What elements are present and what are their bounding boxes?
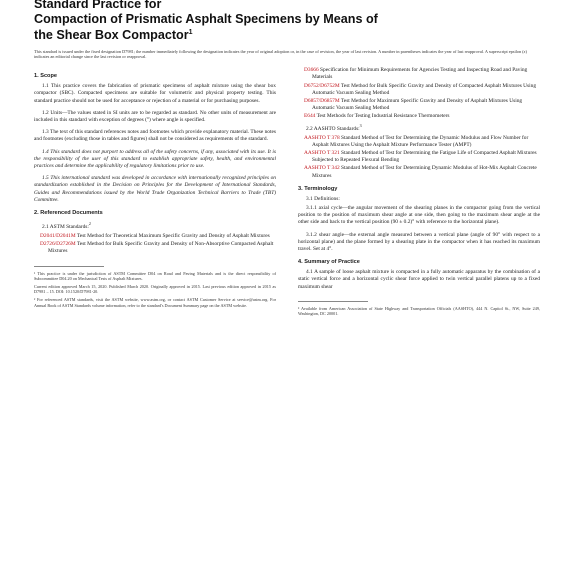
left-column [34,67,276,319]
reference-code[interactable]: D6857/D6857M [304,97,340,104]
reference-link[interactable]: D2041/D2041M Test Method for Theoretical Maximum Specific Gravity and Density of Asphalt Mixtures [40,232,270,239]
reference-code[interactable]: D2726/D2726M [40,241,76,248]
paragraph-3-1-2: 3.1.2 shear angle—the external angle measured between a vertical plane (angle of 90° with respect to a horizontal plane) and the plane formed by a shearing plate in the compactor when it has reached its maximum travel. Set at 4°. [298,231,540,252]
paragraph-1-4: 1.4 This standard does not purport to address all of the safety concerns, if any, associated with its use. It is the responsibility of the user of this standard to establish appropriate safety, health, and environmental practices and determine the applicability of regulatory limitations prior to use. [34,148,276,169]
section-heading-summary: 4. Summary of Practice [298,259,360,266]
aashto-reference-link[interactable]: AASHTO T 378 Standard Method of Test for Determining the Dynamic Modulus and Flow Number for Asphalt Mixtures Using the Asphalt Mixture Performance Tester (AMPT) [304,134,529,148]
reference-link[interactable]: E644 Test Methods for Testing Industrial Resistance Thermometers [304,113,450,120]
title-line-3: the Shear Box Compactor$^1$ [34,28,193,43]
title-line-1: Standard Practice for [34,0,162,11]
reference-link[interactable]: D6752/D6752M Test Method for Bulk Specific Gravity and Density of Compacted Asphalt Mixtures Using Automatic Vacuum Sealing Method [304,82,537,96]
footnote-divider [298,301,368,302]
paragraph-2-2: 2.2 AASHTO Standards:$^3$ [306,122,362,132]
paragraph-1-2: 1.2 Units—The values stated in SI units are to be regarded as standard. No other units of measurement are included in this standard with exception of degrees (°) where angle is specified. [34,109,276,123]
footnote-1-edition: Current edition approved March 15, 2020. Published March 2020. Originally approved in 2015. Last previous edition approved in 2015 as D7981 – 15. DOI: 10.1520/D7981-20. [34,283,276,295]
reference-code[interactable]: AASHTO T 321 [304,149,340,156]
footnote-3: ³ Available from American Association of State Highway and Transportation Officials (AASHTO), 444 N. Capitol St., NW, Suite 249, Washington, DC 20001. [298,305,540,316]
reference-link[interactable]: D3666 Specification for Minimum Requirements for Agencies Testing and Inspecting Road and Paving Materials [304,67,528,81]
two-column-body [34,67,540,319]
issued-note: This standard is issued under the fixed designation D7981; the number immediately following the designation indicates the year of original adoption or, in the case of revision, the year of last revision. A number in parentheses indicates the year of last reapproval. A superscript epsilon (ε) indicates an editorial change since the last revision or reapproval. [34,48,527,59]
aashto-reference-link[interactable]: AASHTO T 321 Standard Method of Test for Determining the Fatigue Life of Compacted Asphalt Mixtures Subjected to Repeated Flexural Bending [304,149,537,164]
reference-code[interactable]: D2041/D2041M [40,232,76,239]
footnote-1: ¹ This practice is under the jurisdiction of ASTM Committee D04 on Road and Paving Materials and is the direct responsibility of Subcommittee D04.20 on Mechanical Tests of Asphalt Mixtures. [34,270,276,281]
section-heading-terminology: 3. Terminology [298,185,338,192]
aashto-reference-link[interactable]: AASHTO T 342 Standard Method of Test for Determining Dynamic Modulus of Hot-Mix Asphalt Concrete Mixtures [304,165,537,179]
reference-code[interactable]: E644 [304,113,316,120]
right-column [298,67,540,319]
section-heading-referenced-documents: 2. Referenced Documents [34,209,103,216]
title-line-2: Compaction of Prismatic Asphalt Specimens by Means of [34,11,378,26]
reference-code[interactable]: D6752/D6752M [304,82,340,89]
document-title [34,0,540,43]
reference-code[interactable]: AASHTO T 378 [304,134,340,141]
reference-code[interactable]: D3666 [304,67,319,74]
reference-link[interactable]: D6857/D6857M Test Method for Maximum Specific Gravity and Density of Asphalt Mixtures Using Automatic Vacuum Sealing Method [304,97,523,112]
paragraph-4-1: 4.1 A sample of loose asphalt mixture is compacted in a fully automatic apparatus by the combination of a static vertical force and a horizontal cyclic shear force applied to twin vertical parallel platens up to a fixed maximum shear [298,269,540,290]
paragraph-1-5: 1.5 This international standard was developed in accordance with internationally recognized principles on standardization established in the Decision on Principles for the Development of International Standards, Guides and Recommendations issued by the World Trade Organization Technical Barriers to Trade (TBT) Committee. [34,175,276,203]
section-heading-scope: 1. Scope [34,73,58,80]
reference-link[interactable]: D2726/D2726M Test Method for Bulk Specific Gravity and Density of Non-Absorptive Compacted Asphalt Mixtures [40,241,274,255]
paragraph-1-3: 1.3 The text of this standard references notes and footnotes which provide explanatory material. These notes and footnotes (excluding those in tables and figures) shall not be considered as requirements of the standard. [34,129,276,143]
paragraph-3-1: 3.1 Definitions: [306,195,340,202]
footnote-divider [34,266,104,267]
title-footnote-mark: 1 [188,29,193,36]
footnote-2: ² For referenced ASTM standards, visit the ASTM website, www.astm.org, or contact ASTM Customer Service at service@astm.org. For Annual Book of ASTM Standards volume information, refer to the standard's Document Summary page on the ASTM website. [34,297,276,308]
paragraph-3-1-1: 3.1.1 axial cycle—the angular movement of the shearing planes in the compactor going from the vertical position to the position of maximum shear angle at one side, then going to the maximum shear angle at the other side and back to the vertical position (90 ± 0.2)° with reference to the horizontal plane). [298,204,540,226]
reference-code[interactable]: AASHTO T 342 [304,165,340,172]
paragraph-1-1: 1.1 This practice covers the fabrication of prismatic specimens of asphalt mixture using the shear box compactor (SBC). Compacted specimens are suitable for volumetric and physical property testing. This standard practice should not be used for acceptance or rejection of a material or for purchasing purposes. [34,83,276,104]
paragraph-2-1: 2.1 ASTM Standards:$^2$ [42,220,91,230]
